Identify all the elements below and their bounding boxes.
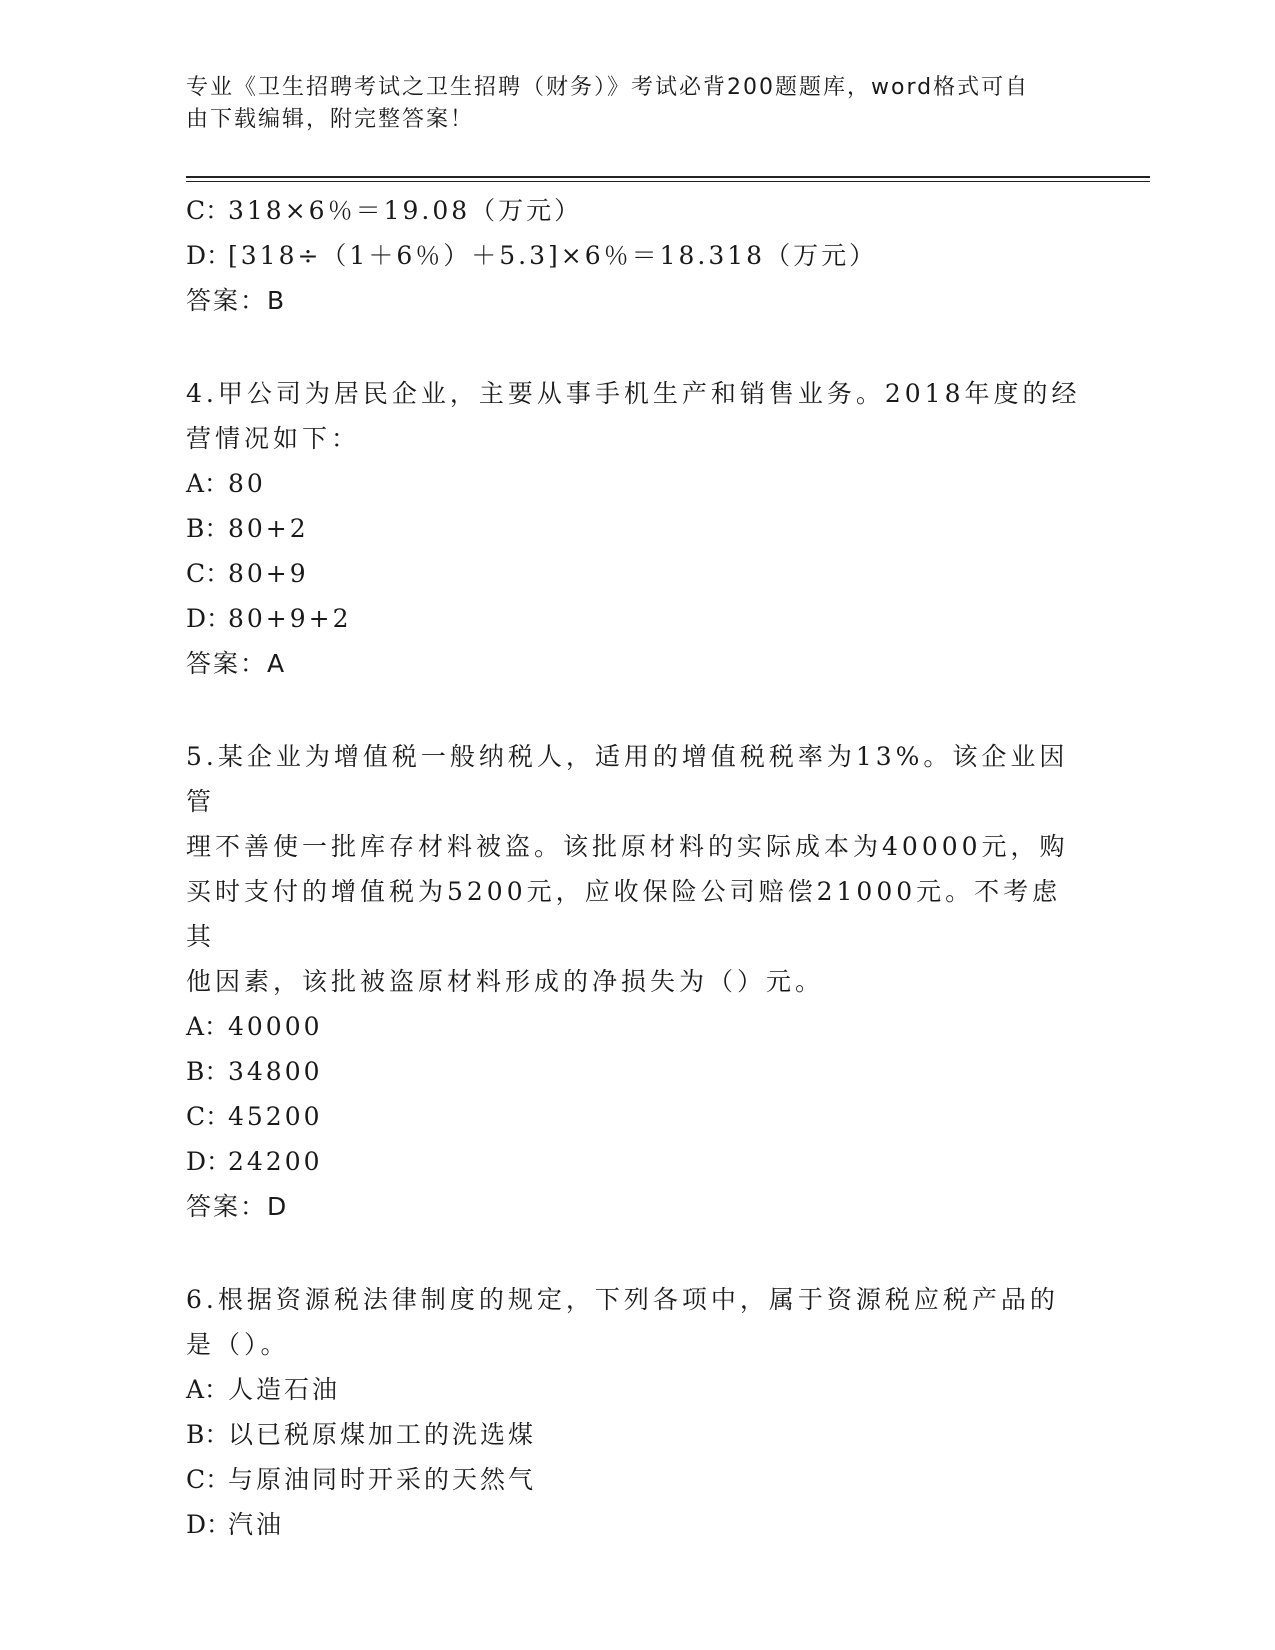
header-divider-thick bbox=[186, 176, 1150, 178]
question-3-tail bbox=[186, 188, 1086, 323]
option-text: 318×6％＝19.08（万元） bbox=[228, 196, 583, 225]
option-d bbox=[186, 1502, 1086, 1547]
option-text: 与原油同时开采的天然气 bbox=[228, 1465, 537, 1494]
question-stem-line: 4.甲公司为居民企业，主要从事手机生产和销售业务。2018年度的经 bbox=[186, 379, 1081, 408]
question-stem-line: 买时支付的增值税为5200元，应收保险公司赔偿21000元。不考虑其 bbox=[186, 877, 1062, 951]
option-label: D： bbox=[186, 241, 232, 270]
option-text: 人造石油 bbox=[228, 1375, 341, 1404]
spacer bbox=[186, 686, 1086, 734]
option-c bbox=[186, 188, 1086, 233]
option-label: A： bbox=[186, 1012, 230, 1041]
option-label: C： bbox=[186, 1102, 231, 1131]
option-b bbox=[186, 506, 1086, 551]
option-label: C： bbox=[186, 1465, 231, 1494]
option-b bbox=[186, 1412, 1086, 1457]
question-stem-line: 理不善使一批库存材料被盗。该批原材料的实际成本为40000元，购 bbox=[186, 832, 1069, 861]
option-text: 80+9+2 bbox=[228, 604, 352, 633]
spacer bbox=[186, 1229, 1086, 1277]
option-text: 34800 bbox=[228, 1057, 323, 1086]
question-stem-line: 5.某企业为增值税一般纳税人，适用的增值税税率为13%。该企业因管 bbox=[186, 742, 1069, 816]
option-label: C： bbox=[186, 196, 231, 225]
option-text: 80+9 bbox=[228, 559, 309, 588]
option-text: 以已税原煤加工的洗选煤 bbox=[228, 1420, 537, 1449]
question-stem-line: 6.根据资源税法律制度的规定，下列各项中，属于资源税应税产品的 bbox=[186, 1285, 1059, 1314]
option-d bbox=[186, 233, 1086, 278]
question-stem-line: 他因素，该批被盗原材料形成的净损失为（）元。 bbox=[186, 967, 825, 996]
option-text: 45200 bbox=[228, 1102, 323, 1131]
option-text: [318÷（1＋6％）＋5.3]×6％＝18.318（万元） bbox=[228, 241, 878, 270]
option-c bbox=[186, 1457, 1086, 1502]
option-a bbox=[186, 461, 1086, 506]
option-label: B： bbox=[186, 1057, 230, 1086]
answer-line: 答案：B bbox=[186, 286, 287, 315]
option-label: A： bbox=[186, 469, 230, 498]
question-4 bbox=[186, 371, 1086, 686]
question-stem-line: 营情况如下： bbox=[186, 424, 361, 453]
answer-line: 答案：A bbox=[186, 649, 287, 678]
spacer bbox=[186, 323, 1086, 371]
option-label: C： bbox=[186, 559, 231, 588]
option-label: D： bbox=[186, 1147, 232, 1176]
option-label: A： bbox=[186, 1375, 230, 1404]
option-text: 80 bbox=[228, 469, 266, 498]
option-label: B： bbox=[186, 514, 230, 543]
option-text: 24200 bbox=[228, 1147, 323, 1176]
option-label: D： bbox=[186, 604, 232, 633]
option-label: D： bbox=[186, 1510, 232, 1539]
option-b bbox=[186, 1049, 1086, 1094]
option-label: B： bbox=[186, 1420, 230, 1449]
header-line-2: 由下载编辑，附完整答案！ bbox=[186, 107, 475, 132]
answer-line: 答案：D bbox=[186, 1192, 289, 1221]
question-list bbox=[186, 188, 1086, 1547]
header-divider-thin bbox=[186, 181, 1150, 182]
option-d bbox=[186, 596, 1086, 641]
question-stem-line: 是（）。 bbox=[186, 1330, 290, 1359]
option-a bbox=[186, 1004, 1086, 1049]
option-c bbox=[186, 551, 1086, 596]
option-text: 80+2 bbox=[228, 514, 309, 543]
question-6 bbox=[186, 1277, 1086, 1547]
document-header bbox=[186, 72, 1066, 136]
header-line-1: 专业《卫生招聘考试之卫生招聘（财务）》考试必背200题题库，word格式可自 bbox=[186, 75, 1030, 100]
option-a bbox=[186, 1367, 1086, 1412]
option-text: 40000 bbox=[228, 1012, 323, 1041]
option-text: 汽油 bbox=[228, 1510, 285, 1539]
question-5 bbox=[186, 734, 1086, 1229]
option-d bbox=[186, 1139, 1086, 1184]
option-c bbox=[186, 1094, 1086, 1139]
